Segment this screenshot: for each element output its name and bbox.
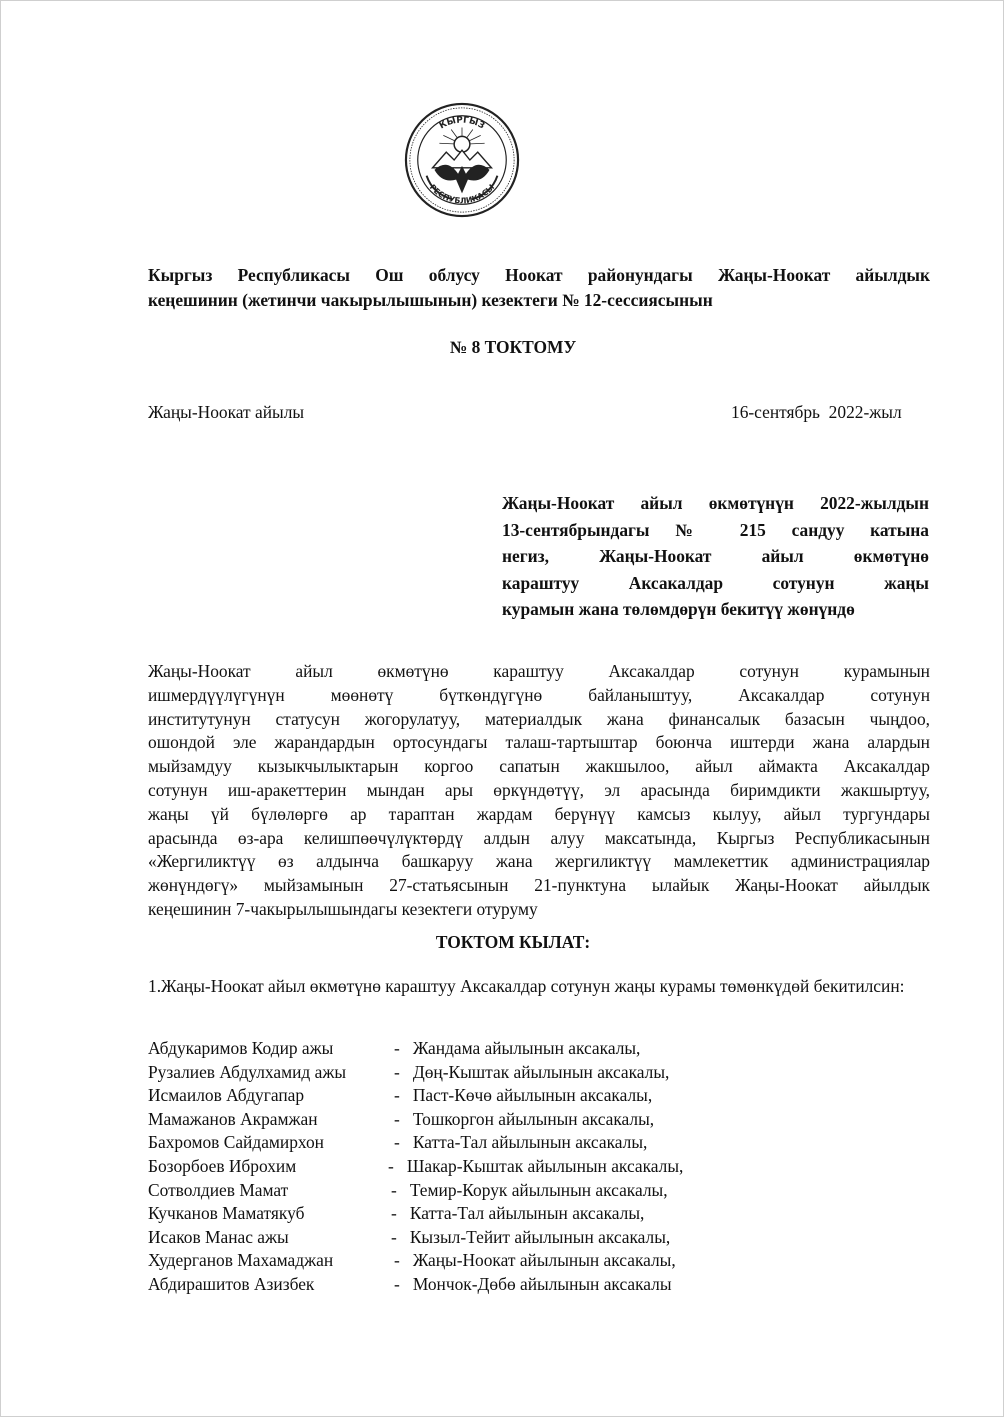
member-name: Кучканов Маматякуб: [148, 1203, 305, 1224]
place: Жаңы-Ноокат айылы: [148, 402, 305, 422]
member-name: Бозорбоев Иброхим: [148, 1155, 297, 1176]
members-list: [148, 1037, 848, 1297]
member-name: Бахромов Сайдамирхон: [148, 1132, 324, 1153]
member-role: - Паст-Көчө айылынын аксакалы,: [394, 1085, 653, 1106]
member-name: Абдирашитов Азизбек: [148, 1273, 315, 1294]
member-role: - Темир-Корук айылынын аксакалы,: [391, 1179, 668, 1200]
paragraph-line: ошондой эле жарандардын ортосундагы талаш-тартыштар боюнча иштерди жана алардын: [148, 732, 930, 753]
member-row: [148, 1179, 848, 1203]
decree-number: № 8 ТОКТОМУ: [449, 337, 577, 357]
member-row: [148, 1061, 848, 1085]
member-name: Исмаилов Абдугапар: [148, 1085, 305, 1106]
member-role: - Жандама айылынын аксакалы,: [394, 1038, 641, 1058]
member-row: [148, 1273, 848, 1297]
paragraph-line: мыйзамдуу кызыкчылыктарын коргоо сапатын жакшылоо, айыл аймакта Аксакалдар: [148, 756, 930, 777]
member-row: [148, 1202, 848, 1226]
member-name: Исаков Манас ажы: [148, 1226, 289, 1247]
member-role: - Катта-Тал айылынын аксакалы,: [391, 1203, 645, 1224]
header-line-2: кеңешинин (жетинчи чакырылышынын) кезектеги № 12-сессиясынын: [148, 290, 713, 310]
subject-line: 13-сентябрындагы № 215 сандуу катына: [502, 519, 929, 540]
member-name: Мамажанов Акрамжан: [148, 1108, 318, 1129]
paragraph-line: жөнүндөгү» мыйзамынын 27-статьясынын 21-пунктуна ылайык Жаңы-Ноокат айылдык: [148, 875, 930, 896]
paragraph-line: институтунун статусун жогорулатуу, материалдык жана финансалык базасын чыңдоо,: [148, 708, 930, 729]
date: 16-сентябрь 2022-жыл: [731, 402, 902, 422]
member-role: - Дөң-Кыштак айылынын аксакалы,: [394, 1061, 670, 1082]
subject-line: курамын жана төлөмдөрүн бекитүү жөнүндө: [502, 599, 855, 619]
member-row: [148, 1108, 848, 1132]
member-row: [148, 1131, 848, 1155]
member-row: [148, 1155, 848, 1179]
paragraph-line: арасында өз-ара келишпөөчүлүктөрдү алдын алуу максатында, Кыргыз Республикасынын: [148, 827, 930, 848]
paragraph-line: сотунун иш-аракеттерин мындан ары өркүндөтүү, эл арасында биримдикти жакшыртуу,: [148, 779, 930, 800]
member-name: Рузалиев Абдулхамид ажы: [148, 1061, 347, 1082]
member-role: - Жаңы-Ноокат айылынын аксакалы,: [394, 1250, 676, 1271]
member-role: - Кызыл-Тейит айылынын аксакалы,: [391, 1226, 671, 1247]
header-line-1: Кыргыз Республикасы Ош облусу Ноокат районундагы Жаңы-Ноокат айылдык: [148, 265, 930, 285]
member-name: Абдукаримов Кодир ажы: [148, 1038, 334, 1058]
member-name: Худерганов Махамаджан: [148, 1250, 334, 1271]
emblem-bottom-text: РЕСПУБЛИКАСЫ: [427, 182, 497, 206]
member-role: - Шакар-Кыштак айылынын аксакалы,: [388, 1155, 684, 1176]
subject-line: негиз, Жаңы-Ноокат айыл өкмөтүнө: [502, 546, 929, 566]
member-name: Сотволдиев Мамат: [148, 1179, 289, 1200]
document-header: [148, 263, 930, 313]
paragraph-line: Жаңы-Ноокат айыл өкмөтүнө караштуу Аксакалдар сотунун курамынын: [148, 661, 930, 681]
member-row: [148, 1249, 848, 1273]
member-row: [148, 1084, 848, 1108]
paragraph-line: ишмердүүлүгүнүн мөөнөтү бүткөндүгүнө байланыштуу, Аксакалдар сотунун: [148, 684, 930, 705]
kyrgyz-state-emblem-icon: [403, 101, 521, 219]
subject-line: караштуу Аксакалдар сотунун жаңы: [502, 572, 929, 593]
subject-line: Жаңы-Ноокат айыл өкмөтүнүн 2022-жылдын: [502, 493, 929, 513]
paragraph-line: жаңы үй бүлөлөргө ар тараптан жардам берүнүү камсыз кылуу, айыл тургундары: [148, 803, 930, 824]
item-1-text: 1.Жаңы-Ноокат айыл өкмөтүнө караштуу Аксакалдар сотунун жаңы курамы төмөнкүдөй бекитилсин:: [148, 976, 905, 996]
preamble-paragraph: [148, 660, 930, 922]
paragraph-line: «Жергиликтүү өз алдынча башкаруу жана жергиликтүү мамлекеттик администрациялар: [148, 851, 930, 872]
member-role: - Мончок-Дөбө айылынын аксакалы: [394, 1273, 672, 1294]
member-role: - Катта-Тал айылынын аксакалы,: [394, 1132, 648, 1153]
paragraph-line: кеңешинин 7-чакырылышындагы кезектеги отуруму: [148, 898, 538, 919]
member-row: [148, 1037, 848, 1061]
member-role: - Тошкоргон айылынын аксакалы,: [394, 1108, 655, 1129]
resolve-heading: ТОКТОМ КЫЛАТ:: [435, 932, 591, 952]
decree-subject: [502, 490, 929, 623]
emblem-top-text: КЫРГЫЗ: [437, 115, 487, 132]
member-row: [148, 1226, 848, 1250]
